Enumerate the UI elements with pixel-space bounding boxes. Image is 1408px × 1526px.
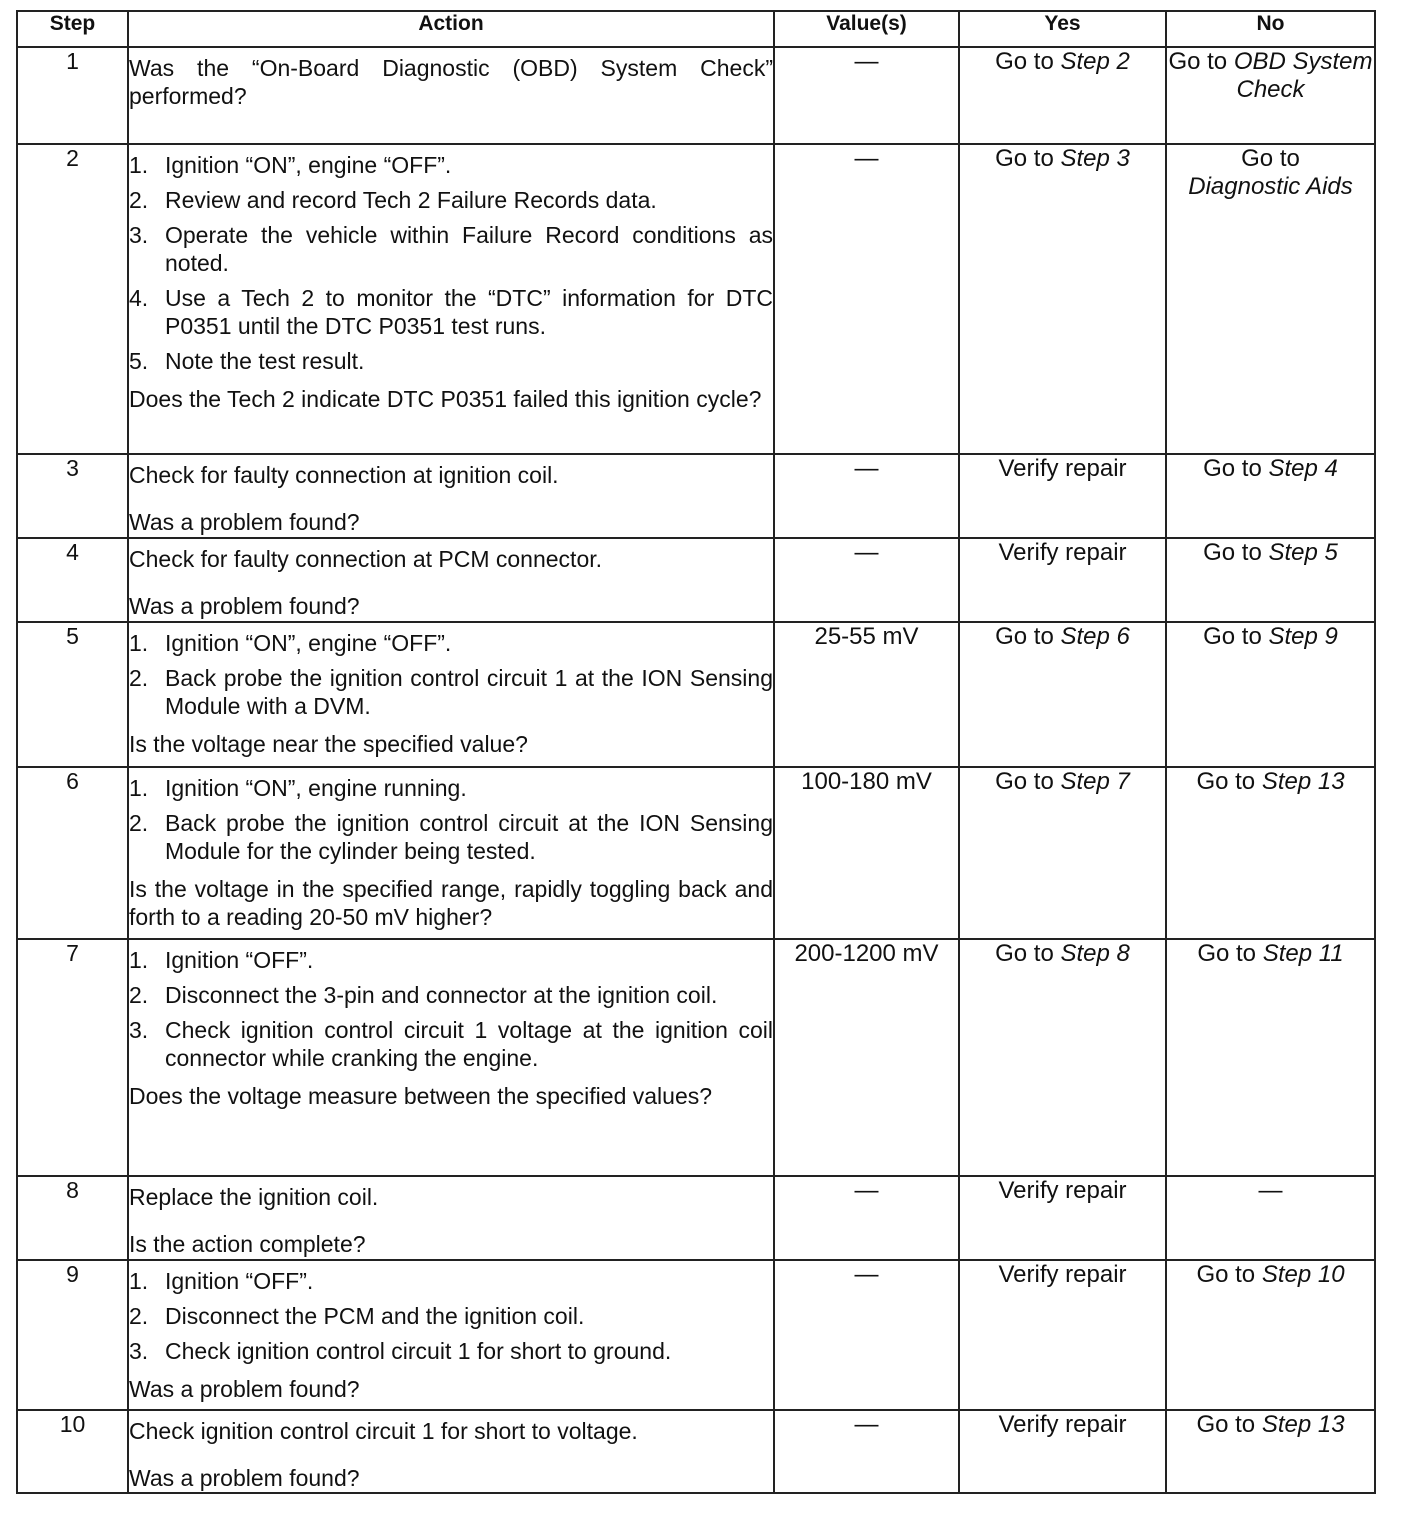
value-cell: — [774, 1260, 959, 1410]
yes-goto-label: Go to [995, 940, 1061, 967]
table-row [17, 1260, 1375, 1410]
action-question: Was a problem found? [129, 509, 360, 535]
step-number: 4 [17, 538, 128, 622]
header-action: Action [128, 11, 774, 47]
yes-goto-label: Go to [995, 48, 1061, 75]
list-text: Back probe the ignition control circuit at the ION Sensing Module for the cylinder being tested. [165, 810, 773, 864]
value-cell: 25-55 mV [774, 622, 959, 767]
step-number: 2 [17, 144, 128, 454]
list-text: Review and record Tech 2 Failure Records data. [165, 187, 657, 213]
list-number: 2. [129, 982, 149, 1008]
list-number: 1. [129, 630, 149, 656]
yes-text: Verify repair [998, 1411, 1127, 1438]
list-text: Ignition “OFF”. [165, 947, 314, 973]
list-number: 3. [129, 1017, 149, 1043]
list-number: 3. [129, 1338, 149, 1364]
no-goto-label: Go to [1196, 768, 1262, 795]
no-goto-target: Step 10 [1261, 1261, 1345, 1288]
yes-goto-target: Step 8 [1060, 940, 1130, 967]
table-row [17, 939, 1375, 1176]
yes-text: Verify repair [998, 1177, 1127, 1204]
step-number: 6 [17, 767, 128, 939]
action-list-item [129, 1016, 773, 1072]
action-list-item [129, 186, 773, 214]
no-cell [1166, 47, 1375, 144]
step-number: 7 [17, 939, 128, 1176]
no-cell [1166, 1410, 1375, 1493]
yes-cell [959, 767, 1166, 939]
list-number: 2. [129, 187, 149, 213]
action-list-item [129, 774, 773, 802]
action-list-item [129, 809, 773, 865]
action-list-item [129, 221, 773, 277]
no-cell [1166, 454, 1375, 538]
yes-text: Verify repair [998, 1261, 1127, 1288]
no-cell [1166, 939, 1375, 1176]
yes-goto-target: Step 7 [1060, 768, 1130, 795]
list-text: Ignition “ON”, engine “OFF”. [165, 152, 452, 178]
no-cell [1166, 1176, 1375, 1260]
yes-cell [959, 144, 1166, 454]
no-cell [1166, 622, 1375, 767]
value-cell: — [774, 47, 959, 144]
action-list-item [129, 981, 773, 1009]
step-number: 5 [17, 622, 128, 767]
no-goto-target: Step 5 [1268, 539, 1338, 566]
action-cell [128, 144, 774, 454]
action-list-item [129, 1302, 773, 1330]
action-list-item [129, 1337, 773, 1365]
step-number: 10 [17, 1410, 128, 1493]
yes-goto-label: Go to [995, 768, 1061, 795]
no-goto-target: Step 11 [1262, 940, 1344, 967]
no-goto-label: Go to [1196, 1411, 1262, 1438]
list-text: Ignition “ON”, engine running. [165, 775, 467, 801]
no-cell [1166, 1260, 1375, 1410]
table-row [17, 1176, 1375, 1260]
action-question: Was a problem found? [129, 1376, 360, 1402]
list-text: Ignition “ON”, engine “OFF”. [165, 630, 452, 656]
no-goto-label: Go to [1203, 623, 1269, 650]
yes-cell [959, 622, 1166, 767]
no-goto-label: Go to [1241, 145, 1300, 172]
yes-cell [959, 1176, 1166, 1260]
list-text: Ignition “OFF”. [165, 1268, 314, 1294]
no-goto-target: OBD System Check [1233, 48, 1373, 103]
header-no: No [1166, 11, 1375, 47]
action-cell [128, 767, 774, 939]
list-number: 1. [129, 152, 149, 178]
no-text: — [1258, 1177, 1283, 1204]
action-instruction: Check for faulty connection at PCM connector. [129, 546, 603, 572]
list-text: Use a Tech 2 to monitor the “DTC” information for DTC P0351 until the DTC P0351 test runs. [165, 285, 773, 339]
action-instruction: Check ignition control circuit 1 for short to voltage. [129, 1418, 638, 1444]
action-list-item [129, 664, 773, 720]
no-cell [1166, 538, 1375, 622]
value-cell: — [774, 1176, 959, 1260]
action-list-item [129, 151, 773, 179]
no-goto-label: Go to [1196, 1261, 1262, 1288]
no-goto-target: Step 13 [1261, 768, 1345, 795]
action-list-item [129, 284, 773, 340]
list-number: 5. [129, 348, 149, 374]
action-cell [128, 1260, 774, 1410]
no-goto-target: Step 4 [1268, 455, 1338, 482]
action-question: Does the voltage measure between the specified values? [129, 1083, 713, 1109]
table-row [17, 144, 1375, 454]
action-cell [128, 538, 774, 622]
header-values: Value(s) [774, 11, 959, 47]
action-question: Does the Tech 2 indicate DTC P0351 failed this ignition cycle? [129, 386, 762, 412]
value-cell: 100-180 mV [774, 767, 959, 939]
action-cell [128, 1176, 774, 1260]
header-yes: Yes [959, 11, 1166, 47]
yes-goto-target: Step 6 [1060, 623, 1130, 650]
action-question: Was the “On-Board Diagnostic (OBD) System Check” performed? [129, 55, 773, 109]
no-cell [1166, 767, 1375, 939]
action-list-item [129, 347, 773, 375]
action-question: Is the voltage near the specified value? [129, 731, 528, 757]
yes-cell [959, 47, 1166, 144]
no-goto-target: Step 13 [1261, 1411, 1345, 1438]
list-number: 3. [129, 222, 149, 248]
value-cell: — [774, 538, 959, 622]
list-number: 1. [129, 1268, 149, 1294]
yes-cell [959, 454, 1166, 538]
yes-goto-label: Go to [995, 623, 1061, 650]
table-row [17, 767, 1375, 939]
table-row [17, 454, 1375, 538]
list-text: Check ignition control circuit 1 voltage at the ignition coil connector while cranking the engine. [165, 1017, 773, 1071]
value-cell: — [774, 1410, 959, 1493]
no-goto-label: Go to [1203, 455, 1269, 482]
yes-cell [959, 538, 1166, 622]
action-question: Is the action complete? [129, 1231, 366, 1257]
value-cell: 200-1200 mV [774, 939, 959, 1176]
list-text: Disconnect the PCM and the ignition coil. [165, 1303, 585, 1329]
step-number: 9 [17, 1260, 128, 1410]
list-number: 1. [129, 775, 149, 801]
table-row [17, 1410, 1375, 1493]
yes-cell [959, 1260, 1166, 1410]
step-number: 3 [17, 454, 128, 538]
value-cell: — [774, 454, 959, 538]
header-step: Step [17, 11, 128, 47]
list-text: Operate the vehicle within Failure Record conditions as noted. [165, 222, 773, 276]
action-question: Is the voltage in the specified range, rapidly toggling back and forth to a reading 20-50 mV higher? [129, 876, 773, 930]
action-cell [128, 622, 774, 767]
table-row [17, 538, 1375, 622]
no-goto-label: Go to [1168, 48, 1234, 75]
no-goto-label: Go to [1197, 940, 1263, 967]
yes-goto-target: Step 3 [1060, 145, 1130, 172]
step-number: 8 [17, 1176, 128, 1260]
list-text: Back probe the ignition control circuit 1 at the ION Sensing Module with a DVM. [165, 665, 773, 719]
table-row [17, 47, 1375, 144]
action-question: Was a problem found? [129, 593, 360, 619]
list-number: 1. [129, 947, 149, 973]
yes-cell [959, 939, 1166, 1176]
action-cell [128, 1410, 774, 1493]
yes-goto-label: Go to [995, 145, 1061, 172]
list-number: 2. [129, 1303, 149, 1329]
yes-text: Verify repair [998, 539, 1127, 566]
action-cell [128, 47, 774, 144]
yes-goto-target: Step 2 [1060, 48, 1130, 75]
diagnostic-table [16, 10, 1376, 1494]
yes-text: Verify repair [998, 455, 1127, 482]
table-row [17, 622, 1375, 767]
action-list-item [129, 946, 773, 974]
action-instruction: Check for faulty connection at ignition coil. [129, 462, 559, 488]
list-text: Check ignition control circuit 1 for short to ground. [165, 1338, 672, 1364]
value-cell: — [774, 144, 959, 454]
step-number: 1 [17, 47, 128, 144]
list-text: Note the test result. [165, 348, 365, 374]
action-instruction: Replace the ignition coil. [129, 1184, 379, 1210]
action-cell [128, 939, 774, 1176]
yes-cell [959, 1410, 1166, 1493]
no-cell [1166, 144, 1375, 454]
list-number: 2. [129, 810, 149, 836]
action-question: Was a problem found? [129, 1465, 360, 1491]
action-list-item [129, 629, 773, 657]
list-text: Disconnect the 3-pin and connector at the ignition coil. [165, 982, 718, 1008]
no-goto-label: Go to [1203, 539, 1269, 566]
action-list-item [129, 1267, 773, 1295]
list-number: 2. [129, 665, 149, 691]
action-cell [128, 454, 774, 538]
no-goto-target: Step 9 [1268, 623, 1338, 650]
list-number: 4. [129, 285, 149, 311]
no-goto-target: Diagnostic Aids [1188, 173, 1353, 200]
header-row [17, 11, 1375, 47]
